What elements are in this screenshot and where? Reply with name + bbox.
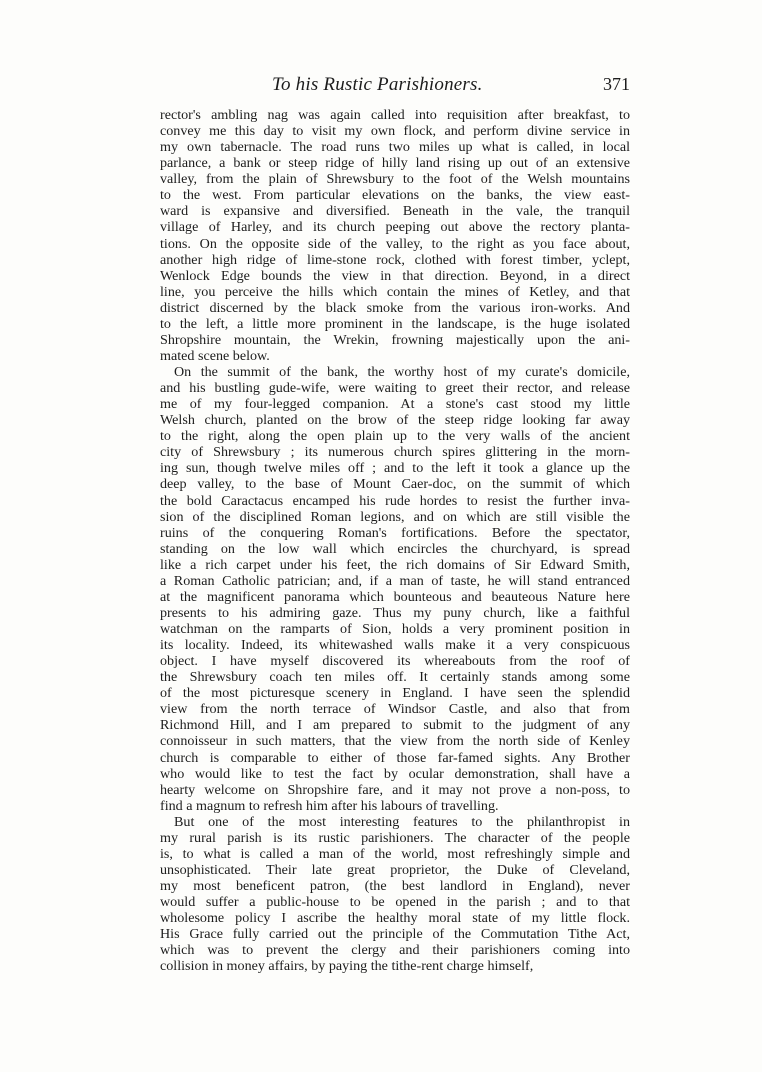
text-line: Welsh church, planted on the brow of the steep ridge looking far away xyxy=(160,412,630,429)
running-title: To his Rustic Parishioners. xyxy=(272,74,483,95)
text-line: view from the north terrace of Windsor Castle, and also that from xyxy=(160,701,630,718)
text-line: village of Harley, and its church peeping out above the rectory planta- xyxy=(160,219,630,236)
text-line: On the summit of the bank, the worthy host of my curate's domicile, xyxy=(174,364,630,380)
text-line: a Roman Catholic patrician; and, if a man of taste, he will stand entranced xyxy=(160,572,630,589)
text-line: presents to his admiring gaze. Thus my puny church, like a faithful xyxy=(160,604,630,621)
text-line: watchman on the ramparts of Sion, holds a very prominent position in xyxy=(160,621,630,637)
text-line: would suffer a public-house to be opened in the parish ; and to that xyxy=(160,894,630,911)
text-line: sion of the disciplined Roman legions, and on which are still visible the xyxy=(160,508,630,525)
text-line: and his bustling gude-wife, were waiting to greet their rector, and release xyxy=(160,380,630,397)
text-line: which was to prevent the clergy and their parishioners coming into xyxy=(160,942,630,959)
text-line: But one of the most interesting features to the philanthropist in xyxy=(174,813,630,830)
text-line: is, to what is called a man of the world, most refreshingly simple and xyxy=(160,845,630,862)
text-line: of the most picturesque scenery in England. I have seen the splendid xyxy=(160,685,630,702)
paragraph xyxy=(160,814,630,975)
text-line: its locality. Indeed, its whitewashed walls make it a very conspicuous xyxy=(160,637,630,654)
text-line: to the left, a little more prominent in the landscape, is the huge isolated xyxy=(160,315,630,332)
text-line: district discerned by the black smoke from the various iron-works. And xyxy=(160,299,630,316)
text-line: parlance, a bank or steep ridge of hilly land rising up out of an extensive xyxy=(160,155,630,172)
text-line: hearty welcome on Shropshire fare, and it may not prove a non-poss, to xyxy=(160,781,630,798)
text-line: ruins of the conquering Roman's fortifications. Before the spectator, xyxy=(160,524,630,541)
body-text xyxy=(160,107,630,974)
text-line: me of my four-legged companion. At a stone's cast stood my little xyxy=(160,396,630,413)
running-head xyxy=(160,74,630,98)
text-line: another high ridge of lime-stone rock, clothed with forest timber, yclept, xyxy=(160,251,630,268)
text-line: to the right, along the open plain up to the very walls of the ancient xyxy=(160,428,630,445)
text-line: ward is expansive and diversified. Beneath in the vale, the tranquil xyxy=(160,203,630,220)
text-line: my own tabernacle. The road runs two miles up what is called, in local xyxy=(160,139,630,156)
text-line: Richmond Hill, and I am prepared to submit to the judgment of any xyxy=(160,717,630,734)
text-line: my rural parish is its rustic parishioners. The character of the people xyxy=(160,829,630,846)
text-line: object. I have myself discovered its whereabouts from the roof of xyxy=(160,653,630,670)
text-line: ing sun, though twelve miles off ; and to the left it took a glance up the xyxy=(160,460,630,477)
paragraph xyxy=(160,107,630,364)
text-line: collision in money affairs, by paying the tithe-rent charge himself, xyxy=(160,958,534,975)
text-line: His Grace fully carried out the principle of the Commutation Tithe Act, xyxy=(160,926,630,943)
text-line: my most beneficent patron, (the best landlord in England), never xyxy=(160,878,630,894)
text-line: deep valley, to the base of Mount Caer-doc, on the summit of which xyxy=(160,476,630,493)
text-line: connoisseur in such matters, that the view from the north side of Kenley xyxy=(160,733,630,750)
paragraph xyxy=(160,364,630,814)
text-line: who would like to test the fact by ocular demonstration, shall have a xyxy=(160,765,630,782)
text-line: Shropshire mountain, the Wrekin, frowning majestically upon the ani- xyxy=(160,331,630,348)
text-line: rector's ambling nag was again called into requisition after breakfast, to xyxy=(160,107,630,123)
text-line: tions. On the opposite side of the valley, to the right as you face about, xyxy=(160,235,630,252)
text-line: church is comparable to either of those far-famed sights. Any Brother xyxy=(160,749,630,766)
text-line: mated scene below. xyxy=(160,347,270,364)
text-line: city of Shrewsbury ; its numerous church spires glittering in the morn- xyxy=(160,444,630,461)
page-number: 371 xyxy=(603,74,630,94)
text-line: unsophisticated. Their late great proprietor, the Duke of Cleveland, xyxy=(160,861,630,878)
text-line: wholesome policy I ascribe the healthy moral state of my little flock. xyxy=(160,910,630,927)
text-line: find a magnum to refresh him after his labours of travelling. xyxy=(160,797,499,814)
text-line: valley, from the plain of Shrewsbury to the foot of the Welsh mountains xyxy=(160,171,630,188)
text-line: standing on the low wall which encircles the churchyard, is spread xyxy=(160,540,630,557)
text-line: like a rich carpet under his feet, the rich domains of Sir Edward Smith, xyxy=(160,556,630,573)
text-line: Wenlock Edge bounds the view in that direction. Beyond, in a direct xyxy=(160,267,630,284)
text-line: convey me this day to visit my own flock, and perform divine service in xyxy=(160,123,630,140)
text-line: at the magnificent panorama which bounteous and beauteous Nature here xyxy=(160,588,630,605)
text-line: the bold Caractacus encamped his rude hordes to resist the further inva- xyxy=(160,492,630,509)
text-line: line, you perceive the hills which contain the mines of Ketley, and that xyxy=(160,283,630,300)
text-line: the Shrewsbury coach ten miles off. It certainly stands among some xyxy=(160,669,630,686)
text-line: to the west. From particular elevations on the banks, the view east- xyxy=(160,187,630,204)
